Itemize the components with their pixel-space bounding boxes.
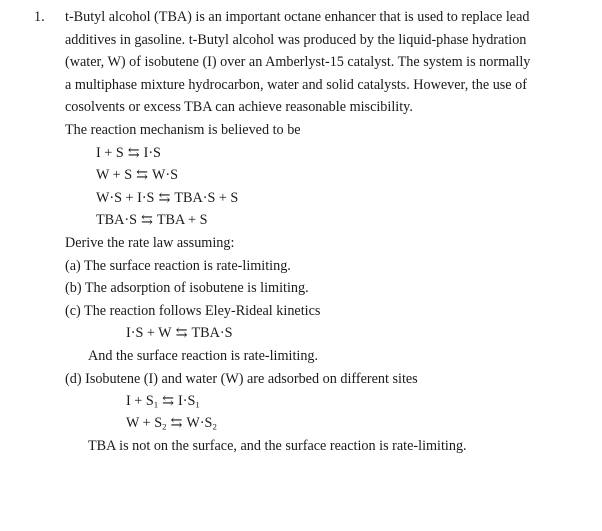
mechanism-intro: The reaction mechanism is believed to be bbox=[65, 122, 301, 138]
equilibrium-arrow-icon: ⇆ bbox=[158, 190, 171, 206]
mechanism-step-2 bbox=[96, 164, 178, 187]
part-a: (a) The surface reaction is rate-limiting. bbox=[65, 258, 291, 274]
reactants: I + S bbox=[96, 145, 124, 161]
mechanism-step-4 bbox=[96, 209, 207, 232]
part-c-note: And the surface reaction is rate-limiting. bbox=[88, 348, 319, 364]
problem-intro-paragraph bbox=[65, 6, 585, 119]
site-subscript: 1 bbox=[195, 399, 200, 410]
products: TBA·S bbox=[191, 325, 233, 341]
reactants: W + S bbox=[126, 415, 163, 431]
site-subscript: 2 bbox=[212, 421, 217, 432]
products: W·S bbox=[152, 167, 179, 183]
part-d: (d) Isobutene (I) and water (W) are adsorbed on different sites bbox=[65, 371, 418, 387]
problem-number: 1. bbox=[34, 9, 45, 25]
intro-line: cosolvents or excess TBA can achieve reasonable miscibility. bbox=[65, 99, 413, 116]
products: I·S bbox=[178, 393, 196, 409]
site-subscript: 2 bbox=[162, 421, 167, 432]
equilibrium-arrow-icon: ⇆ bbox=[170, 415, 183, 431]
part-d-note: TBA is not on the surface, and the surface reaction is rate-limiting. bbox=[88, 438, 467, 454]
equilibrium-arrow-icon: ⇆ bbox=[175, 325, 188, 341]
products: I·S bbox=[143, 145, 161, 161]
intro-line: t-Butyl alcohol (TBA) is an important octane enhancer that is used to replace lead bbox=[65, 9, 530, 25]
equilibrium-arrow-icon: ⇆ bbox=[162, 393, 175, 409]
intro-line: additives in gasoline. t-Butyl alcohol was produced by the liquid-phase hydration bbox=[65, 31, 527, 48]
derive-instruction: Derive the rate law assuming: bbox=[65, 235, 235, 251]
part-c: (c) The reaction follows Eley-Rideal kinetics bbox=[65, 303, 321, 319]
part-d-equation-1 bbox=[126, 390, 200, 413]
intro-line: (water, W) of isobutene (I) over an Amberlyst-15 catalyst. The system is normally bbox=[65, 54, 531, 71]
reactants: I·S + W bbox=[126, 325, 172, 341]
equilibrium-arrow-icon: ⇆ bbox=[136, 167, 149, 183]
mechanism-step-3 bbox=[96, 187, 238, 210]
reactants: W + S bbox=[96, 167, 133, 183]
mechanism-step-1 bbox=[96, 142, 161, 165]
products: W·S bbox=[186, 415, 213, 431]
products: TBA + S bbox=[156, 212, 208, 228]
part-d-equation-2 bbox=[126, 412, 217, 435]
reactants: TBA·S bbox=[96, 212, 137, 228]
site-subscript: 1 bbox=[153, 399, 159, 410]
equilibrium-arrow-icon: ⇆ bbox=[127, 145, 140, 161]
intro-line: a multiphase mixture hydrocarbon, water and solid catalysts. However, the use of bbox=[65, 76, 527, 93]
part-c-equation bbox=[126, 322, 232, 345]
part-b: (b) The adsorption of isobutene is limiting. bbox=[65, 280, 309, 296]
equilibrium-arrow-icon: ⇆ bbox=[141, 212, 153, 228]
reactants: W·S + I·S bbox=[96, 190, 155, 206]
products: TBA·S + S bbox=[174, 190, 239, 206]
reactants: I + S bbox=[126, 393, 154, 409]
